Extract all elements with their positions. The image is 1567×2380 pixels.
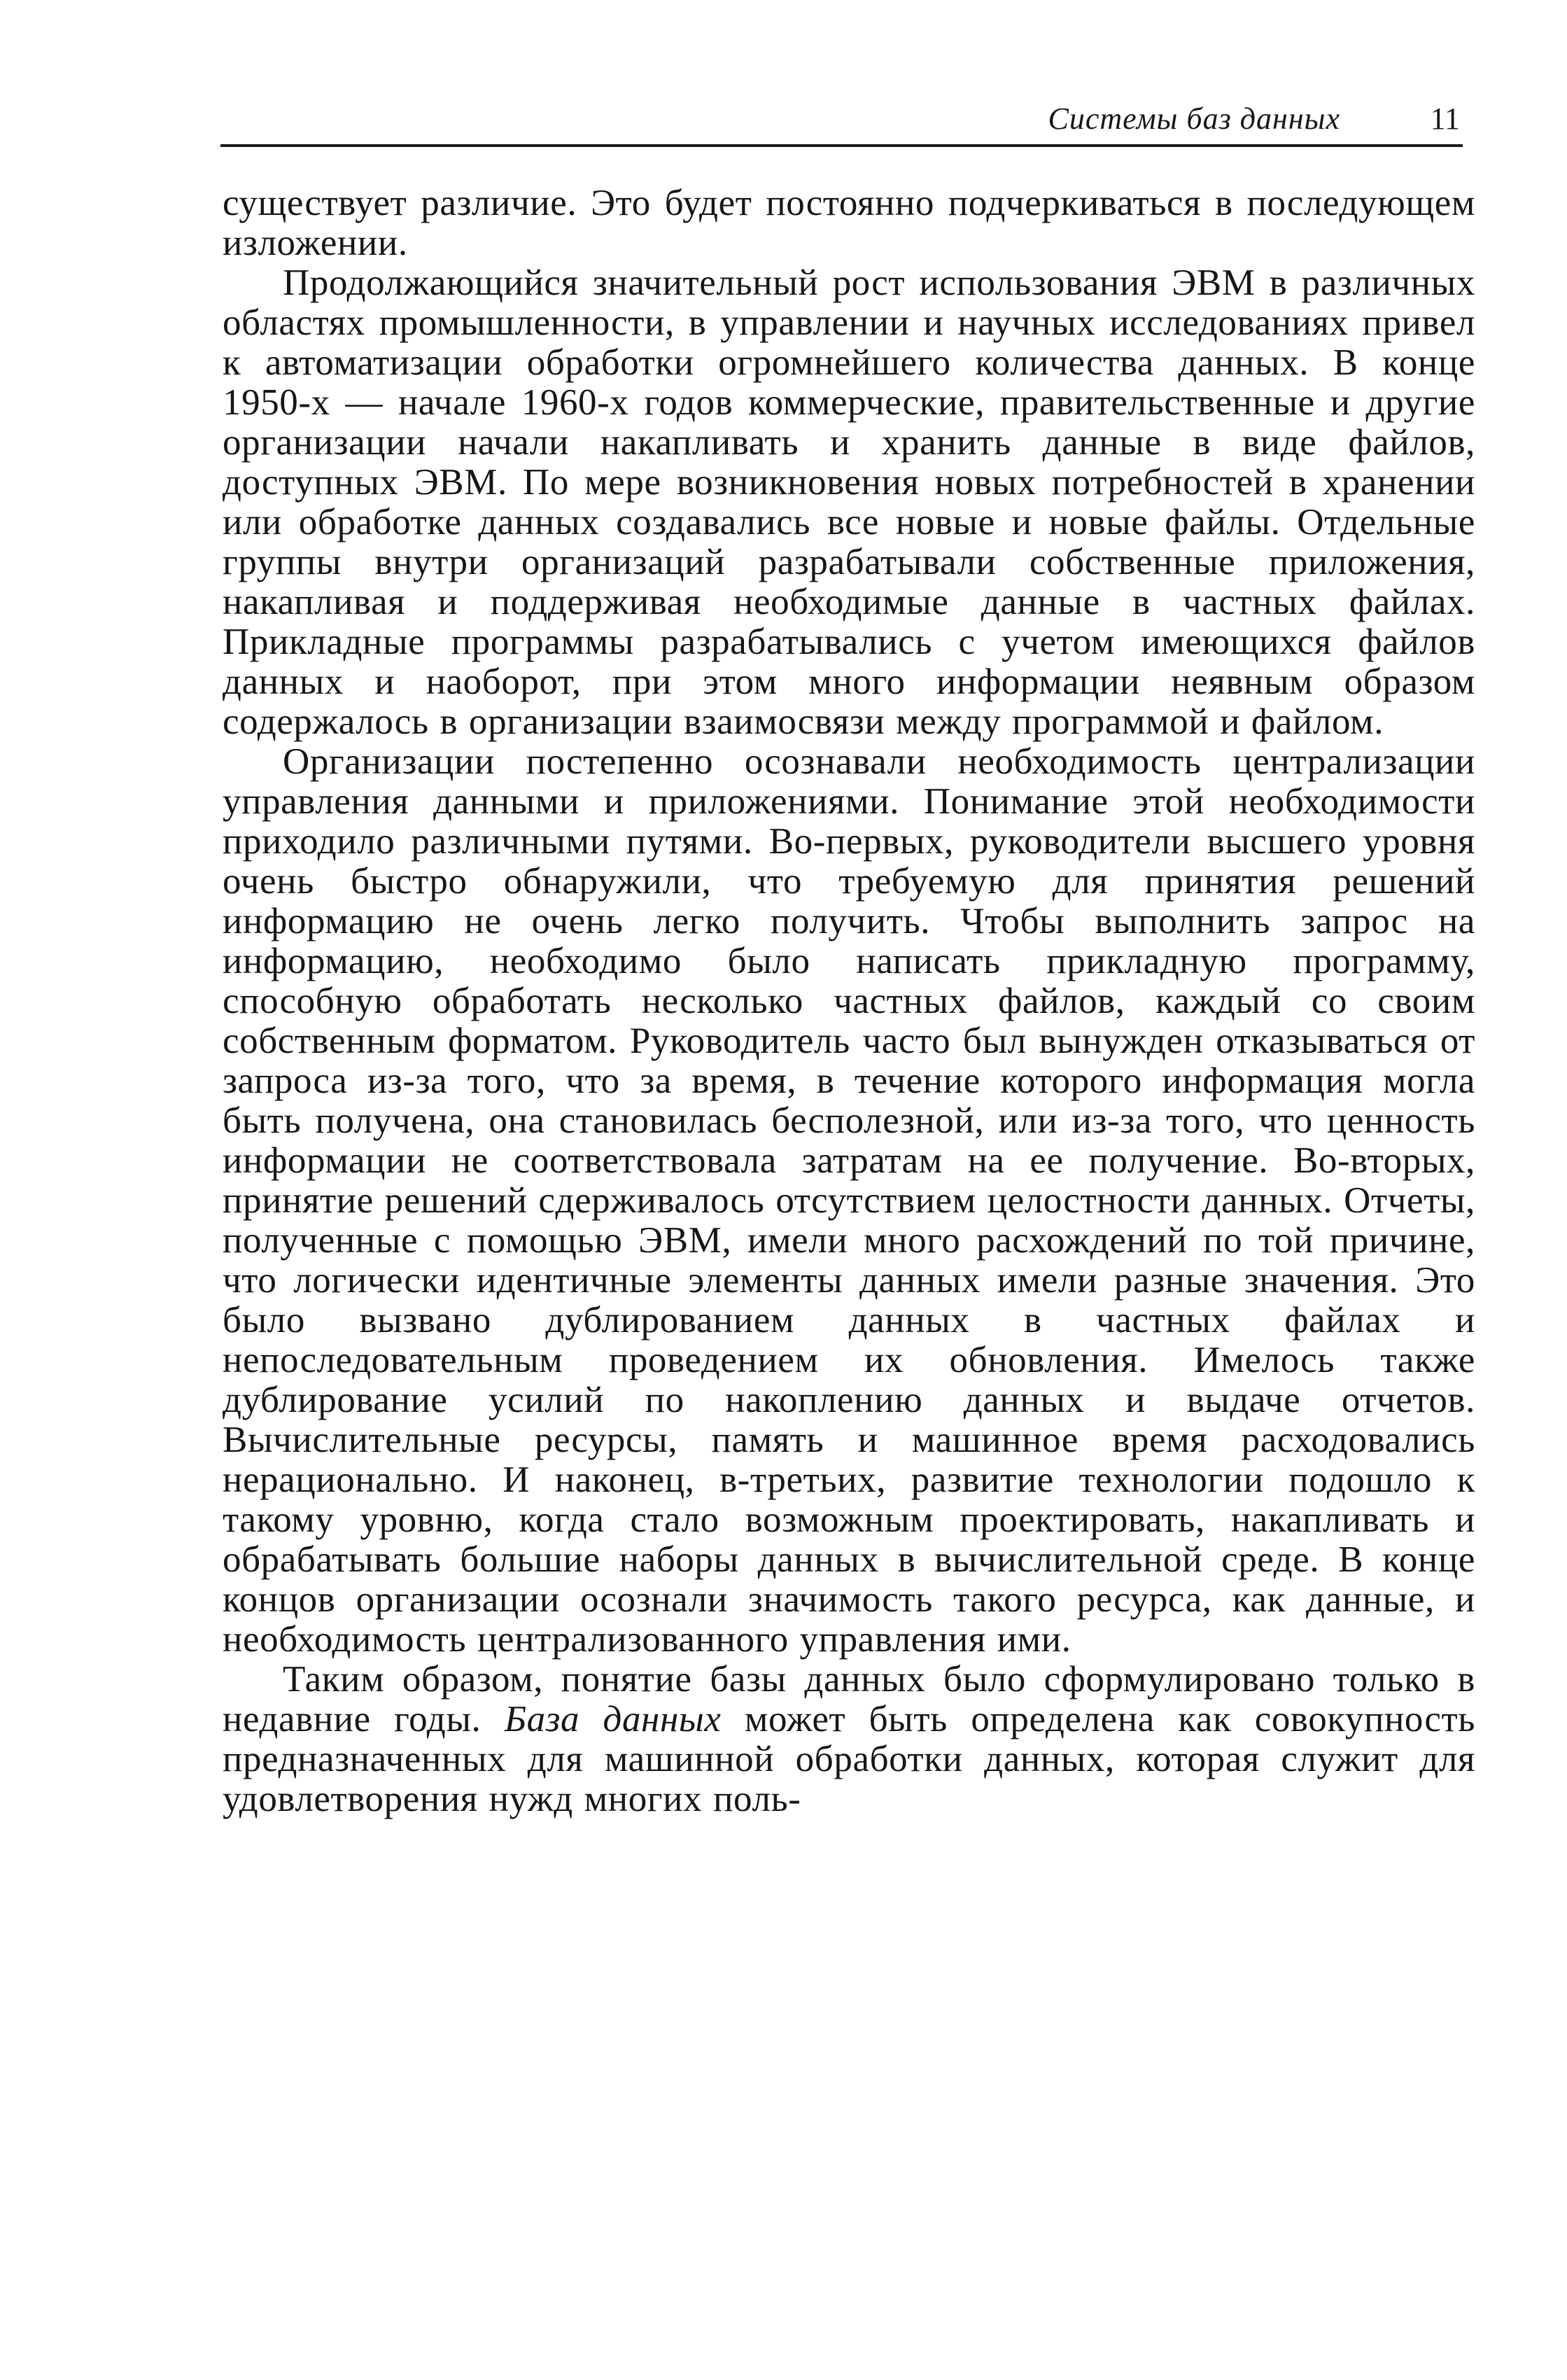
paragraph-continuation: существует различие. Это будет постоянно подчеркиваться в последующем изложении. xyxy=(223,183,1475,263)
paragraph-centralization: Организации постепенно осознавали необходимость централизации управления данными и приложениями. Понимание этой необходимости приходило различными путями. Во-первых, руководители высшего уровня очень быстро обнаружили, что требуемую для принятия решений информацию не очень легко получить. Чтобы выполнить запрос на информацию, необходимо было написать прикладную программу, способную обработать несколько частных файлов, каждый со своим собственным форматом. Руководитель часто был вынужден отказываться от запроса из-за того, что за время, в течение которого информация могла быть получена, она становилась бесполезной, или из-за того, что ценность информации не соответствовала затратам на ее получение. Во-вторых, принятие решений сдерживалось отсутствием целостности данных. Отчеты, полученные с помощью ЭВМ, имели много расхождений по той причине, что логически идентичные элементы данных имели разные значения. Это было вызвано дублированием данных в частных файлах и непоследовательным проведением их обновления. Имелось также дублирование усилий по накоплению данных и выдаче отчетов. Вычислительные ресурсы, память и машинное время расходовались нерационально. И наконец, в-третьих, развитие технологии подошло к такому уровню, когда стало возможным проектировать, накапливать и обрабатывать большие наборы данных в вычислительной среде. В конце концов организации осознали значимость такого ресурса, как данные, и необходимость централизованного управления ими. xyxy=(223,741,1475,1660)
paragraph-database-definition xyxy=(223,1660,1475,1819)
defined-term: База данных xyxy=(504,1699,722,1740)
definition-lead-text: Таким образом, понятие базы данных было сформулировано только в недавние годы. xyxy=(223,1659,1475,1740)
body-text xyxy=(223,183,1475,1819)
paragraph-data-growth: Продолжающийся значительный рост использования ЭВМ в различных областях промышленности, в управлении и научных исследованиях привел к автоматизации обработки огромнейшего количества данных. В конце 1950-х — начале 1960-х годов коммерческие, правительственные и другие организации начали накапливать и хранить данные в виде файлов, доступных ЭВМ. По мере возникновения новых потребностей в хранении или обработке данных создавались все новые и новые файлы. Отдельные группы внутри организаций разрабатывали собственные приложения, накапливая и поддерживая необходимые данные в частных файлах. Прикладные программы разрабатывались с учетом имеющихся файлов данных и наоборот, при этом много информации неявным образом содержалось в организации взаимосвязи между программой и файлом. xyxy=(223,262,1475,742)
running-head-title: Системы баз данных xyxy=(1048,102,1340,136)
running-head xyxy=(220,97,1463,141)
definition-tail-text: может быть определена как совокупность предназначенных для машинной обработки данных, которая служит для удовлетворения нужд многих поль- xyxy=(223,1699,1476,1819)
header-rule xyxy=(220,144,1463,147)
page-number: 11 xyxy=(1430,102,1460,136)
